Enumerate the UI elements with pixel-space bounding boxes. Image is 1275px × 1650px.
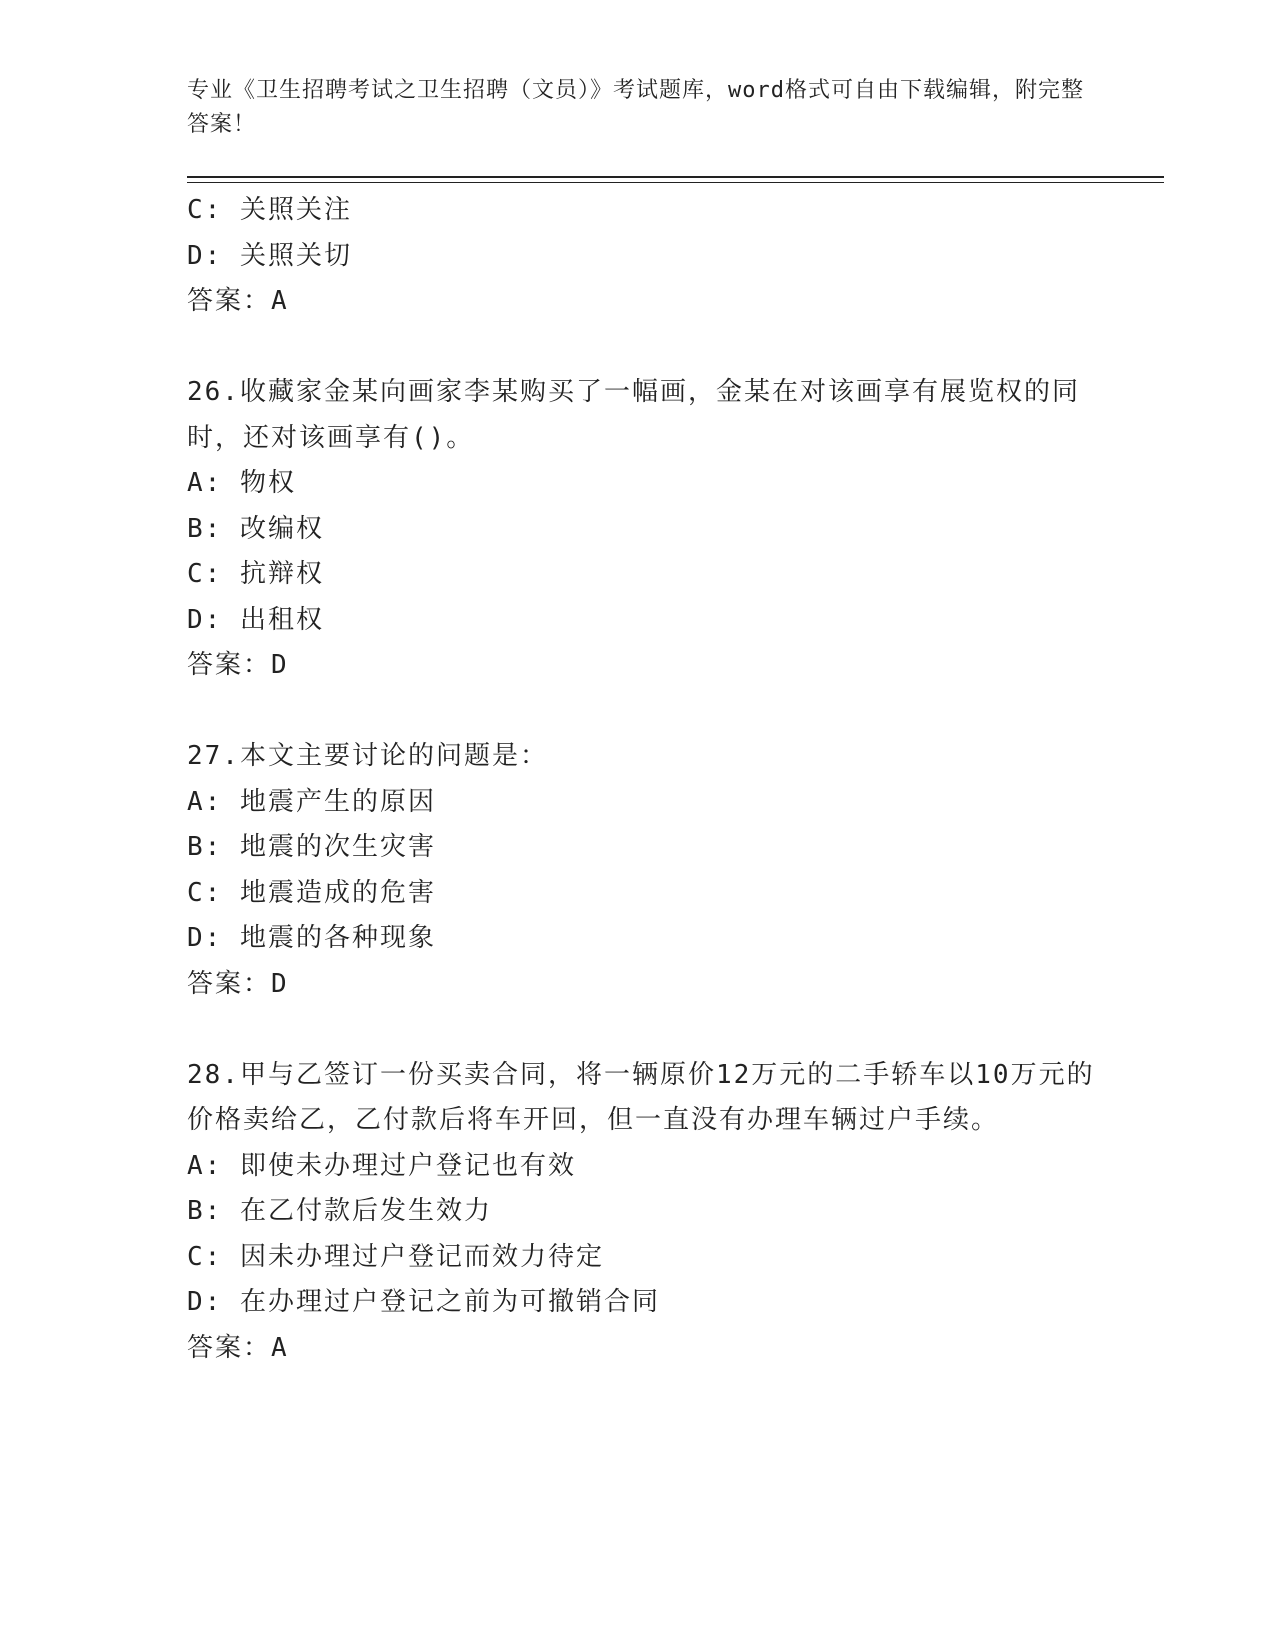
option-b: B: 改编权 — [187, 513, 324, 544]
question-content — [187, 188, 1097, 1371]
question-stem: 28.甲与乙签订一份买卖合同，将一辆原价12万元的二手轿车以10万元的价格卖给乙，乙付款后将车开回，但一直没有办理车辆过户手续。 — [187, 1059, 1095, 1135]
answer-line: 答案：D — [187, 650, 289, 680]
header-text: 专业《卫生招聘考试之卫生招聘（文员）》考试题库，word格式可自由下载编辑，附完整答案！ — [187, 78, 1084, 137]
option-d: D: 出租权 — [187, 604, 324, 635]
option-b: B: 在乙付款后发生效力 — [187, 1196, 492, 1226]
option-a: A: 地震产生的原因 — [187, 786, 436, 817]
question-28 — [187, 1053, 1097, 1372]
option-b: B: 地震的次生灾害 — [187, 832, 436, 862]
option-c: C: 关照关注 — [187, 195, 352, 225]
header-divider-thin — [187, 182, 1164, 183]
answer-line: 答案：A — [187, 1332, 289, 1363]
answer-line: 答案：A — [187, 286, 289, 316]
option-a: A: 物权 — [187, 468, 296, 498]
question-27 — [187, 734, 1097, 1007]
option-a: A: 即使未办理过户登记也有效 — [187, 1150, 576, 1181]
header-divider-thick — [187, 176, 1164, 178]
answer-line: 答案：D — [187, 968, 289, 999]
document-header — [187, 74, 1087, 142]
continued-question — [187, 188, 1097, 325]
option-c: C: 抗辩权 — [187, 559, 324, 589]
option-d: D: 在办理过户登记之前为可撤销合同 — [187, 1287, 660, 1317]
option-c: C: 因未办理过户登记而效力待定 — [187, 1241, 604, 1272]
option-c: C: 地震造成的危害 — [187, 877, 436, 908]
question-stem: 27.本文主要讨论的问题是： — [187, 741, 548, 771]
option-d: D: 地震的各种现象 — [187, 923, 436, 953]
question-stem: 26.收藏家金某向画家李某购买了一幅画，金某在对该画享有展览权的同时，还对该画享有()。 — [187, 377, 1080, 453]
option-d: D: 关照关切 — [187, 240, 352, 271]
question-26 — [187, 370, 1097, 689]
